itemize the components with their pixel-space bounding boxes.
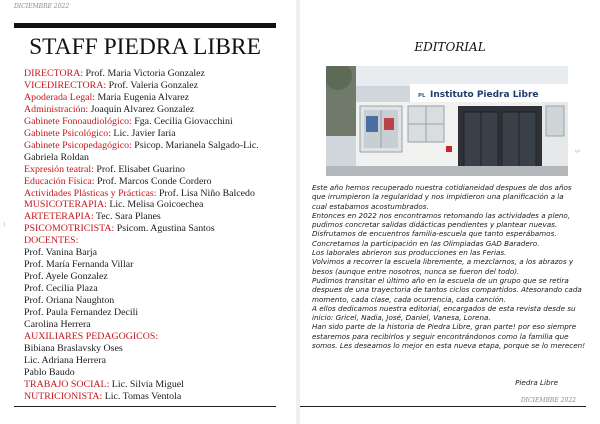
editorial-line: que irrumpieron la regularidad y nos impidieron una planificación a la: [312, 192, 564, 202]
staff-name: Bibiana Braslavsky Oses: [24, 342, 123, 354]
bottom-rule: [14, 406, 276, 407]
staff-name: Psicop. Marianela Salgado-Lic.: [131, 139, 259, 151]
bottom-rule: [300, 406, 586, 407]
staff-line: [24, 271, 292, 283]
editorial-line: Concretamos la participación en las Olimpiadas GAD Baradero.: [312, 238, 540, 248]
staff-line: [24, 211, 292, 223]
staff-name: Prof. Elisabet Guarino: [93, 163, 185, 175]
staff-name: Prof. Ayele Gonzalez: [24, 271, 108, 283]
staff-role: Actividades Plásticas y Prácticas:: [24, 187, 157, 199]
staff-name: Prof. Oriana Naughton: [24, 295, 115, 307]
staff-name: Joaquin Alvarez Gonzalez: [88, 103, 195, 115]
staff-line: [24, 331, 292, 343]
staff-role: Expresión teatral:: [24, 163, 94, 175]
staff-line: [24, 116, 292, 128]
staff-role: ARTETERAPIA:: [24, 211, 94, 223]
editorial-line: Disfrutamos de encuentros familia-escuela que tanto esperábamos.: [312, 229, 557, 239]
staff-role: Gabinete Fonoaudiológico:: [24, 115, 132, 127]
editorial-line: besos (aunque entre nosotros, nunca se fueron del todo).: [312, 266, 520, 276]
staff-line: [24, 247, 292, 259]
editorial-line: Los laborales abrieron sus producciones en las Ferias.: [312, 248, 507, 258]
staff-line: [24, 164, 292, 176]
staff-line: [24, 68, 292, 80]
staff-role: DOCENTES:: [24, 235, 79, 247]
staff-name: Maria Eugenia Alvarez: [95, 91, 190, 103]
sign-text: Instituto Piedra Libre: [430, 90, 539, 100]
left-page: [0, 0, 296, 424]
staff-line: [24, 140, 292, 152]
school-photo: [326, 66, 568, 176]
staff-role: Gabinete Psicopedagógico:: [24, 139, 132, 151]
staff-role: NUTRICIONISTA:: [24, 390, 103, 402]
staff-line: [24, 343, 292, 355]
staff-line: [24, 188, 292, 200]
school-facade-image: [326, 66, 568, 176]
staff-line: [24, 391, 292, 403]
staff-line: [24, 379, 292, 391]
editorial-line: momento, cada clase, cada ocurrencia, cada canción.: [312, 294, 506, 304]
top-rule: [14, 23, 276, 28]
staff-line: [24, 319, 292, 331]
staff-name: Prof. Maria Victoria Gonzalez: [83, 68, 205, 79]
staff-line: [24, 176, 292, 188]
staff-name: Prof. María Fernanda Villar: [24, 259, 134, 271]
staff-line: [24, 259, 292, 271]
sign-logo: PL: [418, 93, 426, 99]
editorial-line: pudimos concretar salidas didácticas pendientes y plantear nuevas.: [312, 220, 558, 230]
staff-line: [24, 235, 292, 247]
staff-name: Lic. Tomas Ventola: [102, 390, 182, 402]
staff-line: [24, 92, 292, 104]
staff-name: Carolina Herrera: [24, 319, 91, 331]
staff-role: Apoderada Legal:: [24, 91, 96, 103]
staff-name: Lic. Javier Iaria: [110, 127, 176, 139]
editorial-line: despues de una trayectoria de tantos ciclos compartidos. Atesorando cada: [312, 285, 582, 295]
editorial-line: cual estabamos acostumbrados.: [312, 201, 429, 211]
editorial-signature: Piedra Libre: [515, 378, 558, 387]
staff-name: Lic. Adriana Herrera: [24, 354, 106, 366]
staff-list: [24, 68, 292, 403]
staff-role: Administración:: [24, 103, 89, 115]
staff-line: [24, 283, 292, 295]
staff-name: Prof. Valeria Gonzalez: [106, 79, 199, 91]
staff-line: [24, 295, 292, 307]
staff-name: Prof. Marcos Conde Cordero: [94, 175, 212, 187]
page-title: STAFF PIEDRA LIBRE: [29, 34, 261, 60]
staff-line: [24, 80, 292, 92]
staff-line: [24, 104, 292, 116]
editorial-line: Este año hemos recuperado nuestra cotidianeidad despues de dos años: [312, 183, 572, 192]
editorial-line: Volvimos a recorrer la escuela libremente, a mezclarnos, a los abrazos y: [312, 257, 574, 267]
staff-name: Fga. Cecilia Giovacchini: [131, 115, 233, 127]
staff-name: Lic. Silvia Miguel: [109, 378, 184, 390]
staff-name: Prof. Cecilia Plaza: [24, 283, 98, 295]
editorial-line: estaremos para recibirlos y seguir encontrándonos como la familia que: [312, 331, 569, 341]
staff-name: Prof. Paula Fernandez Decili: [24, 307, 139, 319]
staff-name: Psicom. Agustina Santos: [114, 223, 215, 235]
header-date: DICIEMBRE 2022: [14, 3, 70, 10]
staff-name: Prof. Vanina Barja: [24, 247, 98, 259]
photo-mark: ipl: [575, 148, 581, 153]
staff-line: [24, 307, 292, 319]
editorial-line: Entonces en 2022 nos encontramos retomando las actividades a pleno,: [312, 210, 571, 220]
staff-role: Educación Física:: [24, 175, 95, 187]
editorial-line: Pudimos transitar el último año en la escuela de un grupo que se retira: [312, 275, 569, 285]
right-page: [300, 0, 600, 424]
editorial-line: A ellos dedicamos nuestra editorial, encargados de esta revista desde su: [312, 303, 576, 313]
staff-role: PSICOMOTRICISTA:: [24, 223, 115, 235]
editorial-line: somos. Les deseamos lo mejor en esta nueva etapa, porque se lo merecen!: [312, 341, 586, 351]
footer-date: DICIEMBRE 2022: [520, 397, 576, 404]
staff-role: AUXILIARES PEDAGOGICOS:: [24, 330, 159, 342]
side-mark: 1: [3, 222, 7, 228]
staff-role: VICEDIRECTORA:: [24, 79, 107, 91]
staff-line: [24, 223, 292, 235]
staff-role: TRABAJO SOCIAL:: [24, 378, 110, 390]
staff-line: [24, 128, 292, 140]
staff-name: Prof. Lisa Niño Balcedo: [156, 187, 255, 199]
staff-role: MUSICOTERAPIA:: [24, 199, 107, 211]
staff-line: [24, 152, 292, 164]
staff-role: DIRECTORA:: [24, 68, 84, 79]
staff-line: [24, 199, 292, 211]
staff-role: Gabinete Psicológico:: [24, 127, 111, 139]
editorial-line: inicio: Gricel, Nadia, José, Daniel, Vanesa, Lorena.: [312, 313, 491, 323]
editorial-body: [312, 183, 592, 350]
staff-name: Pablo Baudo: [24, 366, 75, 378]
editorial-line: Han sido parte de la historia de Piedra Libre, gran parte! por eso siempre: [312, 322, 577, 332]
staff-line: [24, 355, 292, 367]
staff-name: Tec. Sara Planes: [93, 211, 161, 223]
editorial-title: EDITORIAL: [414, 40, 486, 54]
staff-name: Lic. Melisa Goicoechea: [106, 199, 204, 211]
staff-line: [24, 367, 292, 379]
staff-name: Gabriela Roldan: [24, 151, 89, 163]
